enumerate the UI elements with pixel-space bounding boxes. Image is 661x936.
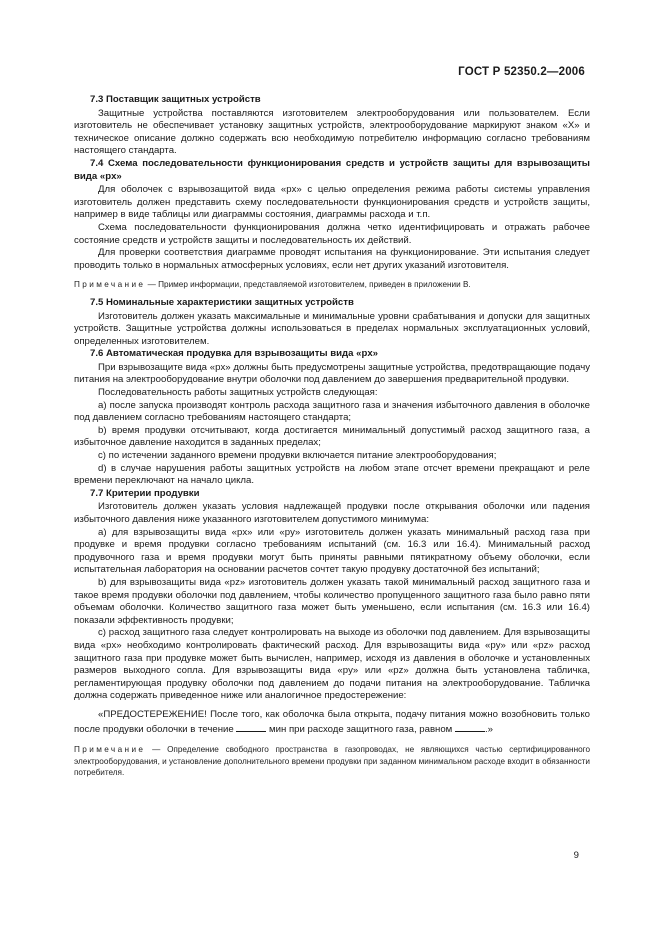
section-7-7-note xyxy=(74,744,590,779)
section-7-7-title: 7.7 Критерии продувки xyxy=(90,487,200,499)
section-7-4-paragraph-2: Схема последовательности функционирования должна четко идентифицировать и отражать рабочее состояние средств и устройств защиты и последовательность их действий. xyxy=(74,221,590,246)
note-label: Примечание xyxy=(74,745,146,755)
warning-text xyxy=(74,709,590,736)
warning-part-2: мин при расходе защитного газа, равном xyxy=(269,723,453,735)
blank-line-time xyxy=(236,722,266,732)
section-7-7-paragraph: Изготовитель должен указать условия надлежащей продувки после открывания оболочки или падения избыточного давления ниже указанного изготовителем допустимого минимума: xyxy=(74,501,590,525)
note-text: — Пример информации, представляемой изготовителем, приведен в приложении В. xyxy=(147,280,471,290)
section-7-7-item-a: a) для взрывозащиты вида «px» или «py» изготовитель должен указать минимальный расход газа при продувке и время продувки согласно требованиям испытаний (см. 16.3 или 16.4). Минимальный расход продувочного газа и время продувки могут быть приняты равными пятикратному объему оболочки, если испытательная лаборатория на основании расчетов сочтет такую продувку достаточной без испытаний; xyxy=(74,526,590,576)
section-7-6-item-a: a) после запуска производят контроль расхода защитного газа и значения избыточного давления в оболочке под давлением согласно требованиям настоящего стандарта; xyxy=(74,399,590,424)
section-7-3-paragraph: Защитные устройства поставляются изготовителем электрооборудования или пользователем. Если изготовитель не обеспечивает установку защитных устройств, электрооборудование маркируют знаком «X» и техническое описание должно содержать всю необходимую потребителю информацию согласно требованиям настоящего стандарта. xyxy=(74,107,590,157)
section-7-6-item-d: d) в случае нарушения работы защитных устройств на любом этапе отсчет времени прекращают и реле времени переключают на начало цикла. xyxy=(74,462,590,487)
section-7-6-paragraph-1: При взрывозащите вида «px» должны быть предусмотрены защитные устройства, предотвращающие подачу питания на электрооборудование внутри оболочки под давлением до завершения предварительной продувки. xyxy=(74,361,590,386)
note-text: — Определение свободного пространства в газопроводах, не являющихся частью сертифицированного электрооборудования, и установление дополнительного времени продувки при заданном минимальном расходе входит в обязанности потребителя. xyxy=(74,745,591,778)
section-7-6-item-c: c) по истечении заданного времени продувки включается питание электрооборудования; xyxy=(98,450,497,462)
note-label: Примечание xyxy=(74,280,146,290)
warning-part-3: .» xyxy=(484,723,493,735)
section-7-5-title: 7.5 Номинальные характеристики защитных устройств xyxy=(90,296,354,308)
section-7-6-paragraph-2: Последовательность работы защитных устройств следующая: xyxy=(98,387,378,399)
page-content xyxy=(74,94,590,785)
section-7-6-title: 7.6 Автоматическая продувка для взрывозащиты вида «px» xyxy=(90,348,379,360)
warning-part-1: «ПРЕДОСТЕРЕЖЕНИЕ! После того, как оболочка была открыта, подачу питания можно возобновить только после продувки оболочки в течение xyxy=(74,708,590,735)
section-7-4-note xyxy=(74,279,590,291)
section-7-3-title: 7.3 Поставщик защитных устройств xyxy=(90,94,261,105)
section-7-4-title: 7.4 Схема последовательности функционирования средств и устройств защиты для взрывозащиты вида «px» xyxy=(74,157,590,182)
section-7-7-item-c: c) расход защитного газа следует контролировать на выходе из оболочки под давлением. Для взрывозащиты вида «px» необходимо контролировать фактический расход. Для взрывозащиты вида «py» или «pz» расход защитного газа при продувке может быть вычислен, например, исходя из давления в оболочке и установленных размеров выходного сопла. Для взрывозащиты вида «py» или «pz» должна быть установлена табличка, регламентирующая продувку оболочки под давлением до подачи питания на электрооборудование. Табличка должна содержать приведенное ниже или аналогичное предостережение: xyxy=(74,627,590,702)
blank-line-flow xyxy=(455,722,485,732)
section-7-5-paragraph: Изготовитель должен указать максимальные и минимальные уровни срабатывания и допуски для защитных устройств. Защитные устройства должны использоваться в пределах нормальных эксплуатационных условий, определенных изготовителем. xyxy=(74,310,590,347)
section-7-4-paragraph-3: Для проверки соответствия диаграмме проводят испытания на функционирование. Эти испытания следует проводить только в нормальных атмосферных условиях, если нет других указаний изготовителя. xyxy=(74,247,590,271)
section-7-6-item-b: b) время продувки отсчитывают, когда достигается минимальный допустимый расход защитного газа, а избыточное давление находится в заданных пределах; xyxy=(74,424,590,449)
standard-header: ГОСТ Р 52350.2—2006 xyxy=(458,66,585,78)
section-7-4-paragraph-1: Для оболочек с взрывозащитой вида «px» с целью определения режима работы системы управления изготовитель должен представить схему последовательности функционирования средств и устройств защиты, например в виде таблицы или диаграммы состояния, диаграммы расхода и т.п. xyxy=(74,184,590,221)
section-7-7-item-b: b) для взрывозащиты вида «pz» изготовитель должен указать такой минимальный расход защитного газа и такое время продувки оболочки под давлением, чтобы количество пропущенного защитного газа было равно пяти объемам оболочки. Количество защитного газа может быть уменьшено, если испытания (см. 16.3 или 16.4) показали эффективность продувки; xyxy=(74,576,590,626)
page-number: 9 xyxy=(573,850,579,861)
